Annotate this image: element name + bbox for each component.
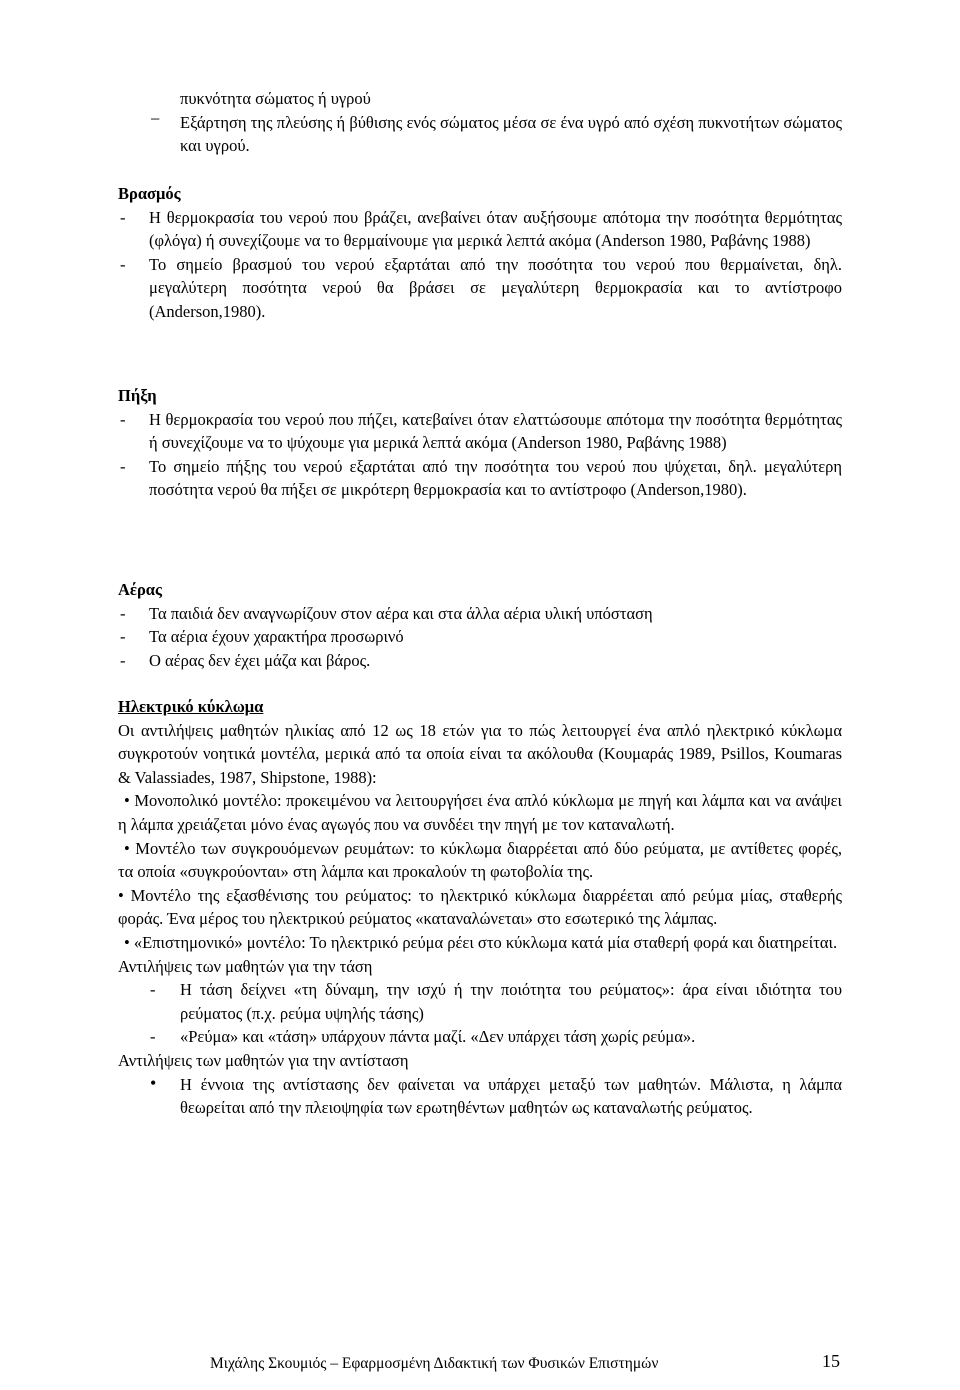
page-footer [0,1352,960,1382]
intro-block [148,87,842,158]
model-paragraph: • «Επιστημονικό» μοντέλο: Το ηλεκτρικό ρεύμα ρέει στο κύκλωμα κατά μία σταθερή φορά και διατηρείται. [124,932,838,952]
intro-item-text: Εξάρτηση της πλεύσης ή βύθισης ενός σώματος μέσα σε ένα υγρό από σχέση πυκνοτήτων σώματος και υγρού. [180,112,842,156]
section-heading: Βρασμός [118,184,181,203]
list-item [118,408,842,455]
intro-line: πυκνότητα σώματος ή υγρού [180,89,371,108]
list-item [118,602,842,626]
list-item [118,1073,842,1120]
section-heading: Αέρας [118,580,162,599]
list-item [118,455,842,502]
model-paragraph: • Μοντέλο της εξασθένισης του ρεύματος: το ηλεκτρικό κύκλωμα διαρρέεται από ρεύμα μίας, σταθερής φοράς. Ένα μέρος του ηλεκτρικού ρεύματος «καταναλώνεται» στο εσωτερικό της λάμπας. [118,885,842,929]
list-item [118,206,842,253]
list-item-text: Η έννοια της αντίστασης δεν φαίνεται να υπάρχει μεταξύ των μαθητών. Μάλιστα, η λάμπα θεωρείται από την πλειοψηφία των ερωτηθέντων μαθητών ως καταναλωτής ρεύματος. [180,1074,842,1118]
footer-title: Μιχάλης Σκουμιός – Εφαρμοσμένη Διδακτική των Φυσικών Επιστημών [210,1355,659,1372]
list-item-text: «Ρεύμα» και «τάση» υπάρχουν πάντα μαζί. «Δεν υπάρχει τάση χωρίς ρεύμα». [180,1027,696,1047]
model-paragraph: • Μοντέλο των συγκρουόμενων ρευμάτων: το κύκλωμα διαρρέεται από δύο ρεύματα, με αντίθετες φορές, τα οποία «συγκρούονται» στη λάμπα και προκαλούν τη φωτοβολία της. [118,838,842,882]
section-heading: Ηλεκτρικό κύκλωμα [118,697,264,716]
dash-marker: - [120,650,126,670]
model-paragraph: • Μονοπολικό μοντέλο: προκειμένου να λειτουργήσει ένα απλό κύκλωμα με πηγή και λάμπα και να ανάψει η λάμπα χρειάζεται μόνο ένας αγωγός που να συνδέει την πηγή με τον καταναλωτή. [118,791,842,834]
section-intro: Οι αντιλήψεις μαθητών ηλικίας από 12 ως 18 ετών για το πώς λειτουργεί ένα απλό ηλεκτρικό κύκλωμα συγκροτούν νοητικά μοντέλα, μερικά από τα οποία είναι τα ακόλουθα (Κουμαράς 1989, Psillos, Koumaras & Valassiades, 1987, Shipstone, 1988): [118,720,842,787]
list-item [118,253,842,324]
list-item [148,108,842,158]
section-aeras [118,578,842,672]
list-item [118,649,842,673]
list-item [118,625,842,649]
section-pixi [118,384,842,502]
dash-marker: - [150,980,156,1000]
page-number: 15 [822,1351,840,1371]
bullet-marker: • [150,1072,157,1093]
list-item-text: Ο αέρας δεν έχει μάζα και βάρος. [149,650,371,670]
dash-marker: - [150,1027,156,1047]
list-item-text: Η τάση δείχνει «τη δύναμη, την ισχύ ή την ποιότητα του ρεύματος»: άρα είναι ιδιότητα του ρεύματος (π.χ. ρεύμα υψηλής τάσης) [180,980,842,1023]
section-vrasmos [118,182,842,324]
subheading-tasi: Αντιλήψεις των μαθητών για την τάση [118,956,373,976]
list-item-text: Η θερμοκρασία του νερού που πήζει, κατεβαίνει όταν ελαττώσουμε απότομα την ποσότητα θερμότητας ή συνεχίζουμε να το ψύχουμε για μερικά λεπτά ακόμα (Anderson 1980, Ραβάνης 1988) [149,409,842,453]
dash-marker: − [150,108,161,129]
dash-marker: - [120,603,126,623]
dash-marker: - [120,409,126,429]
dash-marker: - [120,627,126,647]
list-item-text: Τα αέρια έχουν χαρακτήρα προσωρινό [149,627,404,647]
list-item-text: Το σημείο βρασμού του νερού εξαρτάται από την ποσότητα του νερού που θερμαίνεται, δηλ. μεγαλύτερη ποσότητα νερού θα βράσει σε μεγαλύτερη θερμοκρασία και το αντίστροφο (Anderson,1980). [149,254,842,321]
list-item-text: Τα παιδιά δεν αναγνωρίζουν στον αέρα και στα άλλα αέρια υλική υπόσταση [149,603,653,623]
list-item-text: Η θερμοκρασία του νερού που βράζει, ανεβαίνει όταν αυξήσουμε απότομα την ποσότητα θερμότητας (φλόγα) ή συνεχίζουμε να το θερμαίνουμε για μερικά λεπτά ακόμα (Anderson 1980, Ραβάνης 1988) [149,207,842,251]
subheading-antistasi: Αντιλήψεις των μαθητών για την αντίσταση [118,1050,409,1070]
list-item [118,978,842,1025]
list-item [118,1025,842,1049]
dash-marker: - [120,456,126,476]
dash-marker: - [120,254,126,274]
section-kyklwma [118,695,842,1120]
section-heading: Πήξη [118,386,157,405]
list-item-text: Το σημείο πήξης του νερού εξαρτάται από την ποσότητα του νερού που ψύχεται, δηλ. μεγαλύτερη ποσότητα νερού θα πήξει σε μικρότερη θερμοκρασία και το αντίστροφο (Anderson,1980). [149,456,842,500]
dash-marker: - [120,207,126,227]
